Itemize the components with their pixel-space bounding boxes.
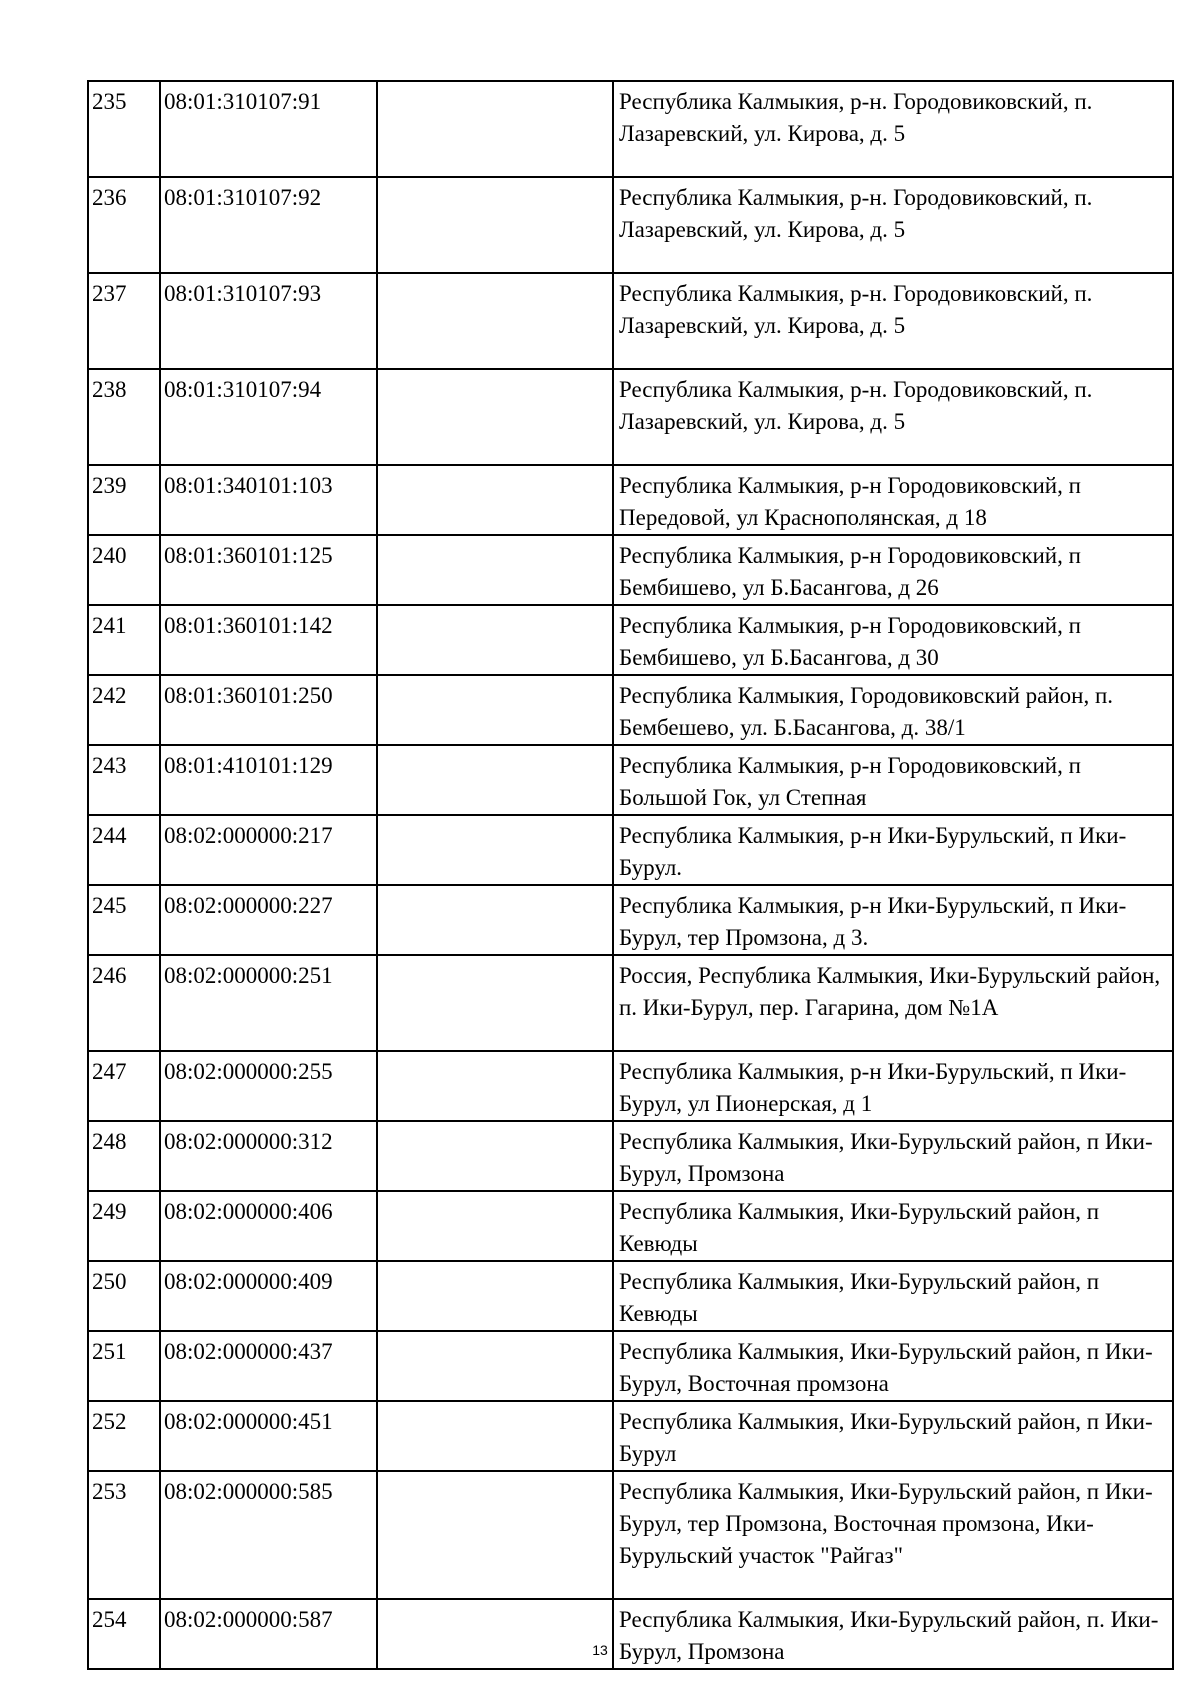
row-number: 245 [88, 885, 160, 955]
empty-cell [377, 1599, 613, 1669]
cadastral-number: 08:01:340101:103 [160, 465, 377, 535]
address: Россия, Республика Калмыкия, Ики-Бурульский район, п. Ики-Бурул, пер. Гагарина, дом №1А [613, 955, 1173, 1051]
empty-cell [377, 815, 613, 885]
empty-cell [377, 465, 613, 535]
row-number: 236 [88, 177, 160, 273]
table-row [88, 465, 1173, 535]
row-number: 247 [88, 1051, 160, 1121]
table-row [88, 815, 1173, 885]
empty-cell [377, 369, 613, 465]
empty-cell [377, 1261, 613, 1331]
address: Республика Калмыкия, р-н Ики-Бурульский, п Ики-Бурул, тер Промзона, д 3. [613, 885, 1173, 955]
cadastral-number: 08:01:310107:93 [160, 273, 377, 369]
address: Республика Калмыкия, Ики-Бурульский район, п. Ики-Бурул, Промзона [613, 1599, 1173, 1669]
empty-cell [377, 535, 613, 605]
row-number: 246 [88, 955, 160, 1051]
row-number: 253 [88, 1471, 160, 1599]
empty-cell [377, 1051, 613, 1121]
address: Республика Калмыкия, Ики-Бурульский район, п Кевюды [613, 1261, 1173, 1331]
cadastral-number: 08:02:000000:451 [160, 1401, 377, 1471]
cadastral-number: 08:02:000000:227 [160, 885, 377, 955]
cadastral-number: 08:01:310107:91 [160, 81, 377, 177]
empty-cell [377, 273, 613, 369]
row-number: 250 [88, 1261, 160, 1331]
table-row [88, 1191, 1173, 1261]
table-row [88, 1261, 1173, 1331]
table-row [88, 535, 1173, 605]
address: Республика Калмыкия, р-н. Городовиковский, п. Лазаревский, ул. Кирова, д. 5 [613, 369, 1173, 465]
table-row [88, 1599, 1173, 1669]
row-number: 244 [88, 815, 160, 885]
table-row [88, 605, 1173, 675]
empty-cell [377, 177, 613, 273]
address: Республика Калмыкия, Ики-Бурульский район, п Кевюды [613, 1191, 1173, 1261]
empty-cell [377, 745, 613, 815]
table-row [88, 1401, 1173, 1471]
cadastral-number: 08:02:000000:406 [160, 1191, 377, 1261]
table-row [88, 675, 1173, 745]
row-number: 237 [88, 273, 160, 369]
table-row [88, 1331, 1173, 1401]
table-row [88, 1121, 1173, 1191]
address: Республика Калмыкия, р-н. Городовиковский, п. Лазаревский, ул. Кирова, д. 5 [613, 177, 1173, 273]
cadastral-number: 08:01:410101:129 [160, 745, 377, 815]
address: Республика Калмыкия, р-н Городовиковский, п Передовой, ул Краснополянская, д 18 [613, 465, 1173, 535]
empty-cell [377, 1121, 613, 1191]
row-number: 254 [88, 1599, 160, 1669]
cadastral-number: 08:02:000000:251 [160, 955, 377, 1051]
address: Республика Калмыкия, р-н Ики-Бурульский, п Ики-Бурул. [613, 815, 1173, 885]
cadastral-number: 08:01:310107:92 [160, 177, 377, 273]
empty-cell [377, 605, 613, 675]
address: Республика Калмыкия, Ики-Бурульский район, п Ики-Бурул, Восточная промзона [613, 1331, 1173, 1401]
row-number: 235 [88, 81, 160, 177]
address: Республика Калмыкия, р-н. Городовиковский, п. Лазаревский, ул. Кирова, д. 5 [613, 81, 1173, 177]
row-number: 239 [88, 465, 160, 535]
table-row [88, 81, 1173, 177]
address: Республика Калмыкия, Ики-Бурульский район, п Ики-Бурул [613, 1401, 1173, 1471]
empty-cell [377, 1471, 613, 1599]
cadastral-number: 08:01:360101:125 [160, 535, 377, 605]
cadastral-number: 08:02:000000:437 [160, 1331, 377, 1401]
address: Республика Калмыкия, р-н Ики-Бурульский, п Ики-Бурул, ул Пионерская, д 1 [613, 1051, 1173, 1121]
table-row [88, 885, 1173, 955]
table-row [88, 745, 1173, 815]
cadastral-number: 08:02:000000:217 [160, 815, 377, 885]
cadastral-number: 08:02:000000:255 [160, 1051, 377, 1121]
cadastral-number: 08:01:360101:250 [160, 675, 377, 745]
table-row [88, 369, 1173, 465]
empty-cell [377, 81, 613, 177]
table-row [88, 955, 1173, 1051]
row-number: 241 [88, 605, 160, 675]
table-row [88, 273, 1173, 369]
row-number: 243 [88, 745, 160, 815]
row-number: 238 [88, 369, 160, 465]
address: Республика Калмыкия, р-н Городовиковский, п Большой Гок, ул Степная [613, 745, 1173, 815]
row-number: 252 [88, 1401, 160, 1471]
table-row [88, 177, 1173, 273]
row-number: 240 [88, 535, 160, 605]
table-body [88, 81, 1173, 1669]
empty-cell [377, 1401, 613, 1471]
cadastral-number: 08:02:000000:312 [160, 1121, 377, 1191]
page-number: 13 [592, 1642, 608, 1658]
address: Республика Калмыкия, р-н. Городовиковский, п. Лазаревский, ул. Кирова, д. 5 [613, 273, 1173, 369]
address: Республика Калмыкия, Ики-Бурульский район, п Ики-Бурул, Промзона [613, 1121, 1173, 1191]
empty-cell [377, 885, 613, 955]
property-table [87, 80, 1174, 1670]
empty-cell [377, 955, 613, 1051]
empty-cell [377, 1191, 613, 1261]
address: Республика Калмыкия, р-н Городовиковский, п Бембишево, ул Б.Басангова, д 30 [613, 605, 1173, 675]
row-number: 242 [88, 675, 160, 745]
address: Республика Калмыкия, Ики-Бурульский район, п Ики-Бурул, тер Промзона, Восточная промзона, Ики-Бурульский участок "Райгаз" [613, 1471, 1173, 1599]
cadastral-number: 08:01:310107:94 [160, 369, 377, 465]
empty-cell [377, 675, 613, 745]
cadastral-number: 08:02:000000:587 [160, 1599, 377, 1669]
address: Республика Калмыкия, р-н Городовиковский, п Бембишево, ул Б.Басангова, д 26 [613, 535, 1173, 605]
row-number: 251 [88, 1331, 160, 1401]
table-row [88, 1051, 1173, 1121]
cadastral-number: 08:02:000000:409 [160, 1261, 377, 1331]
row-number: 248 [88, 1121, 160, 1191]
empty-cell [377, 1331, 613, 1401]
table-row [88, 1471, 1173, 1599]
address: Республика Калмыкия, Городовиковский район, п. Бембешево, ул. Б.Басангова, д. 38/1 [613, 675, 1173, 745]
cadastral-number: 08:01:360101:142 [160, 605, 377, 675]
row-number: 249 [88, 1191, 160, 1261]
cadastral-number: 08:02:000000:585 [160, 1471, 377, 1599]
